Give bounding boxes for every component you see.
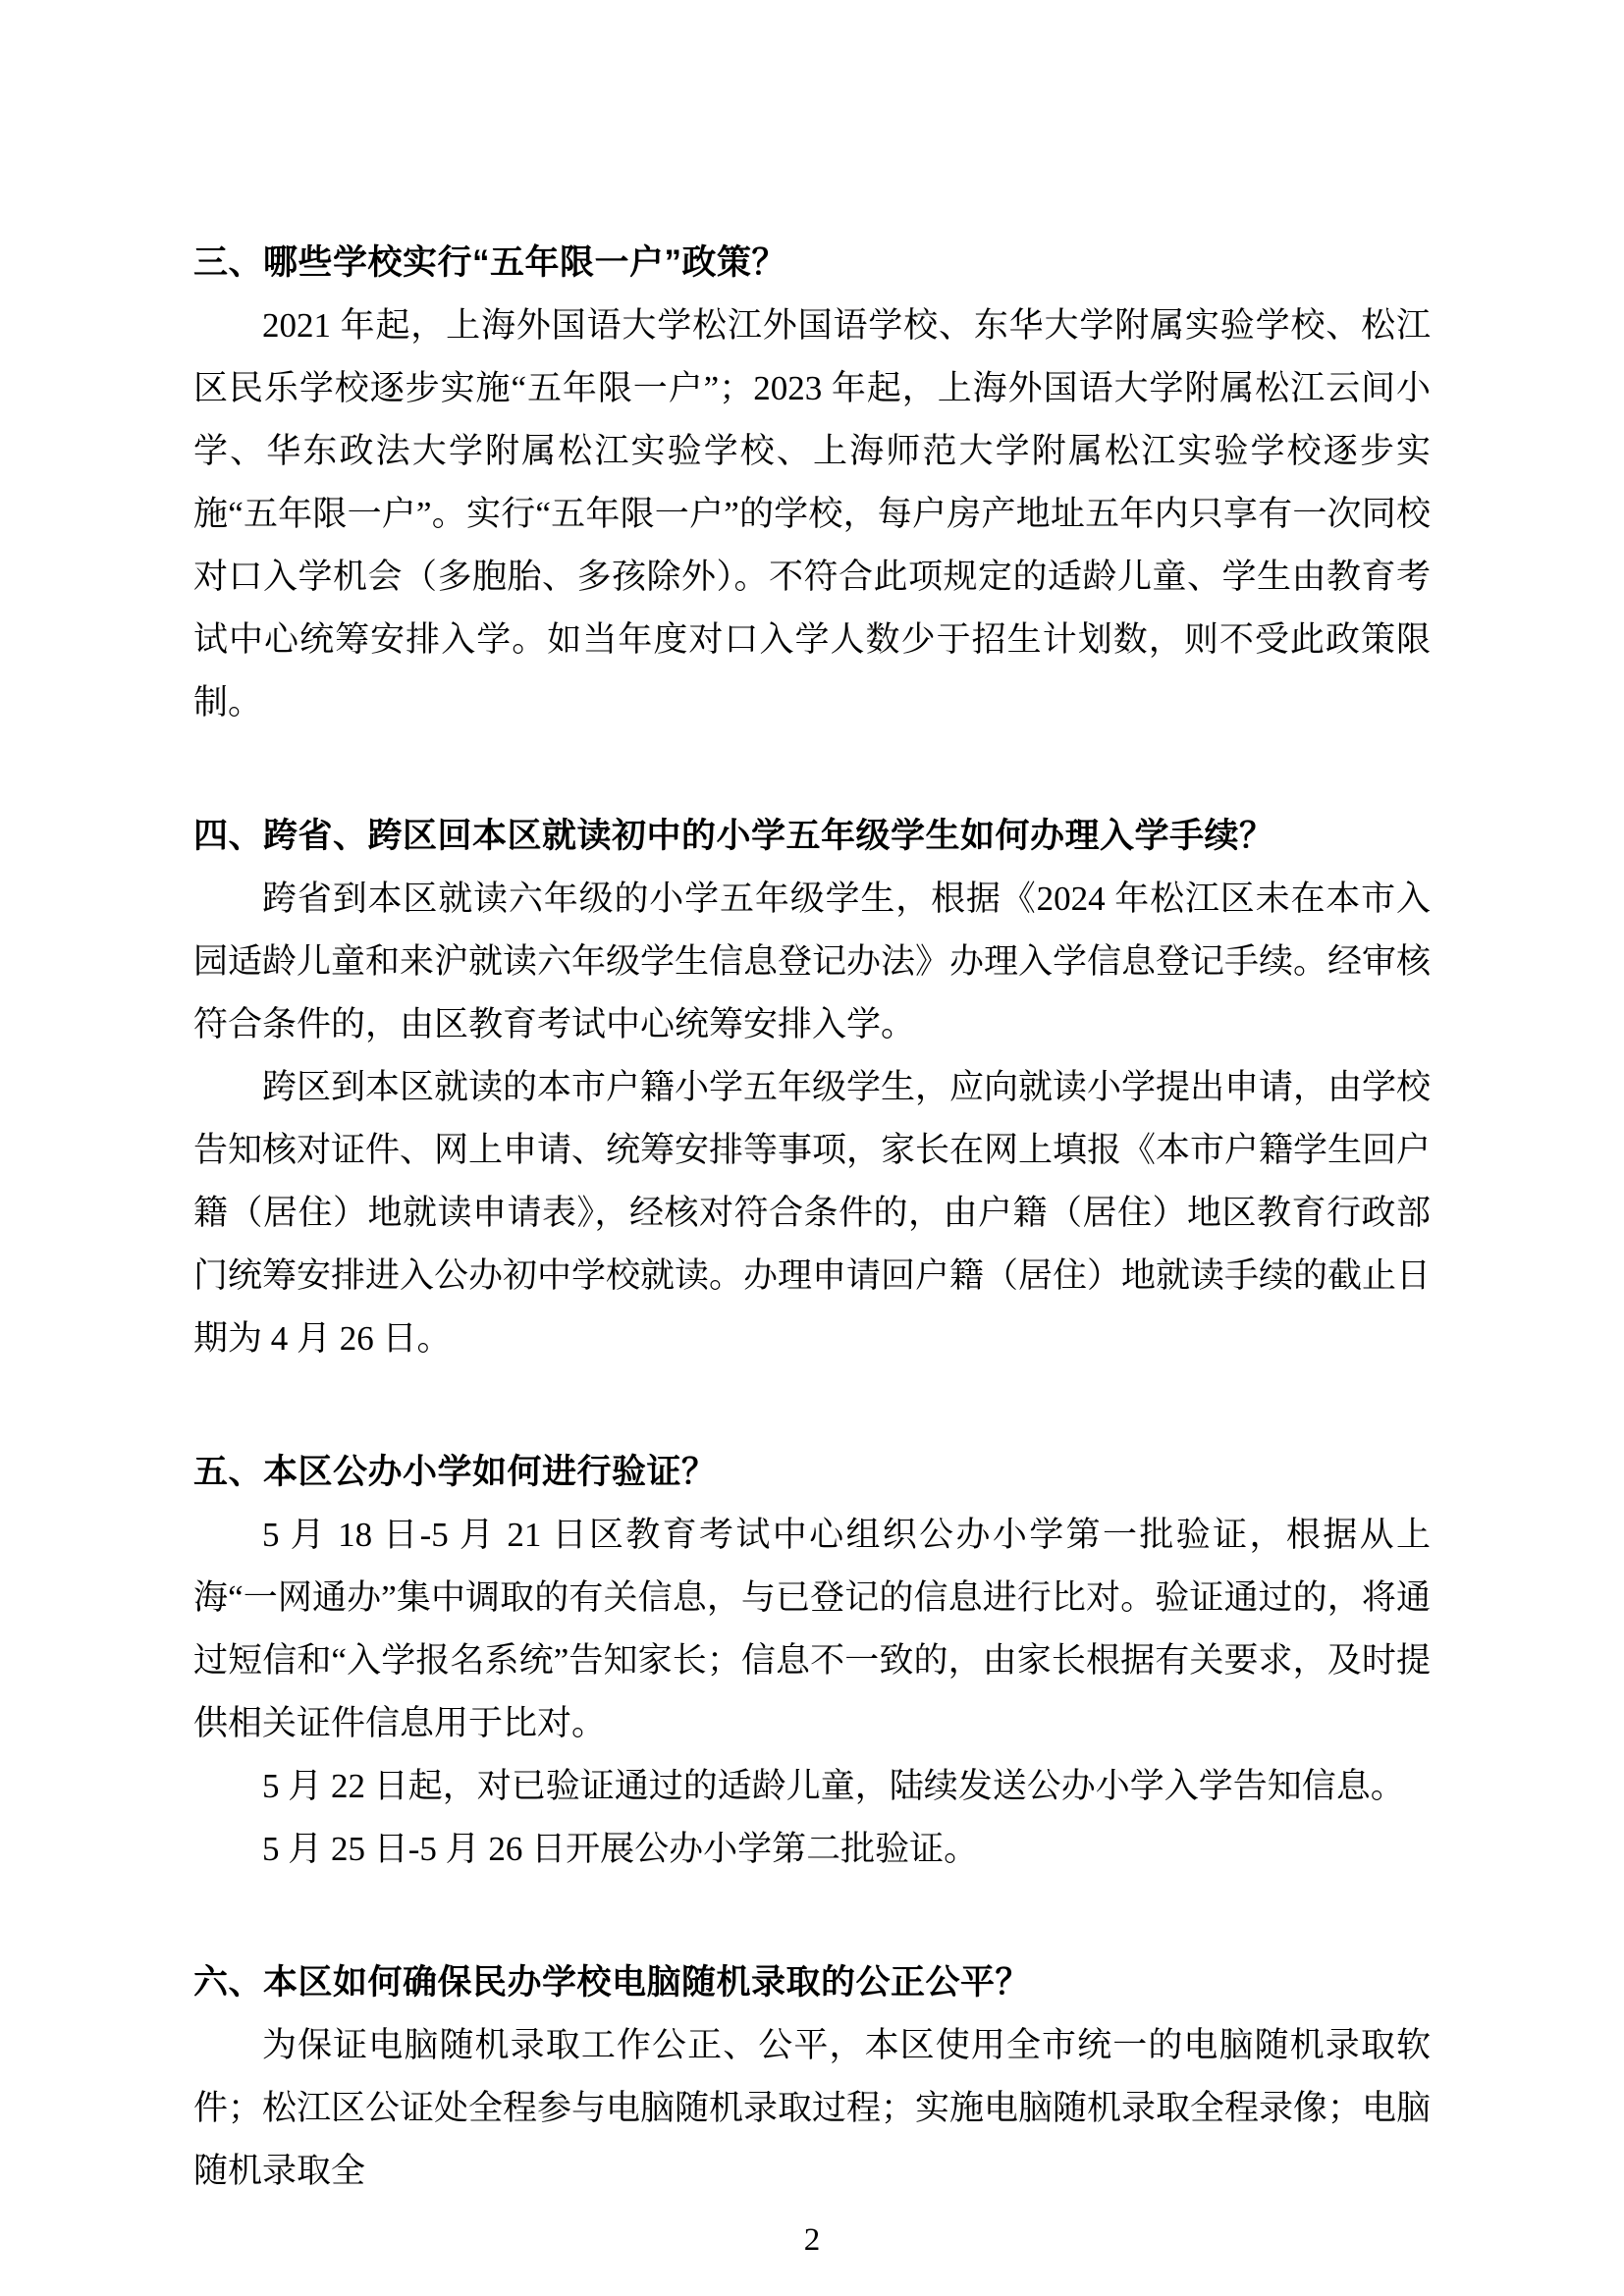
section-paragraph: 5 月 18 日-5 月 21 日区教育考试中心组织公办小学第一批验证，根据从上海“一网通办”集中调取的有关信息，与已登记的信息进行比对。验证通过的，将通过短信和“入学报名系统”告知家长；信息不一致的，由家长根据有关要求，及时提供相关证件信息用于比对。 xyxy=(193,1516,1431,1742)
section-heading: 五、本区公办小学如何进行验证？ xyxy=(193,1453,717,1491)
faq-section xyxy=(193,805,1431,1370)
section-paragraph: 跨区到本区就读的本市户籍小学五年级学生，应向就读小学提出申请，由学校告知核对证件、网上申请、统筹安排等事项，家长在网上填报《本市户籍学生回户籍（居住）地就读申请表》，经核对符合条件的，由户籍（居住）地区教育行政部门统筹安排进入公办初中学校就读。办理申请回户籍（居住）地就读手续的截止日期为 4 月 26 日。 xyxy=(193,1068,1432,1358)
section-heading: 三、哪些学校实行“五年限一户”政策？ xyxy=(193,243,787,282)
document-content xyxy=(193,232,1431,2203)
faq-section xyxy=(193,1951,1431,2203)
section-paragraph: 跨省到本区就读六年级的小学五年级学生，根据《2024 年松江区未在本市入园适龄儿童和来沪就读六年级学生信息登记办法》办理入学信息登记手续。经审核符合条件的，由区教育考试中心统筹安排入学。 xyxy=(193,880,1432,1043)
page-number: 2 xyxy=(803,2222,821,2258)
section-paragraph: 5 月 22 日起，对已验证通过的适龄儿童，陆续发送公办小学入学告知信息。 xyxy=(262,1767,1405,1805)
faq-section xyxy=(193,232,1431,734)
section-paragraph: 2021 年起，上海外国语大学松江外国语学校、东华大学附属实验学校、松江区民乐学校逐步实施“五年限一户”；2023 年起，上海外国语大学附属松江云间小学、华东政法大学附属松江实验学校、上海师范大学附属松江实验学校逐步实施“五年限一户”。实行“五年限一户”的学校，每户房产地址五年内只享有一次同校对口入学机会（多胞胎、多孩除外）。不符合此项规定的适龄儿童、学生由教育考试中心统筹安排入学。如当年度对口入学人数少于招生计划数，则不受此政策限制。 xyxy=(193,306,1431,721)
section-paragraph: 5 月 25 日-5 月 26 日开展公办小学第二批验证。 xyxy=(262,1830,979,1868)
section-heading: 六、本区如何确保民办学校电脑随机录取的公正公平？ xyxy=(193,1963,1031,2002)
faq-section xyxy=(193,1441,1431,1881)
section-heading: 四、跨省、跨区回本区就读初中的小学五年级学生如何办理入学手续？ xyxy=(193,817,1274,855)
section-paragraph: 为保证电脑随机录取工作公正、公平，本区使用全市统一的电脑随机录取软件；松江区公证处全程参与电脑随机录取过程；实施电脑随机录取全程录像；电脑随机录取全 xyxy=(193,2026,1432,2190)
